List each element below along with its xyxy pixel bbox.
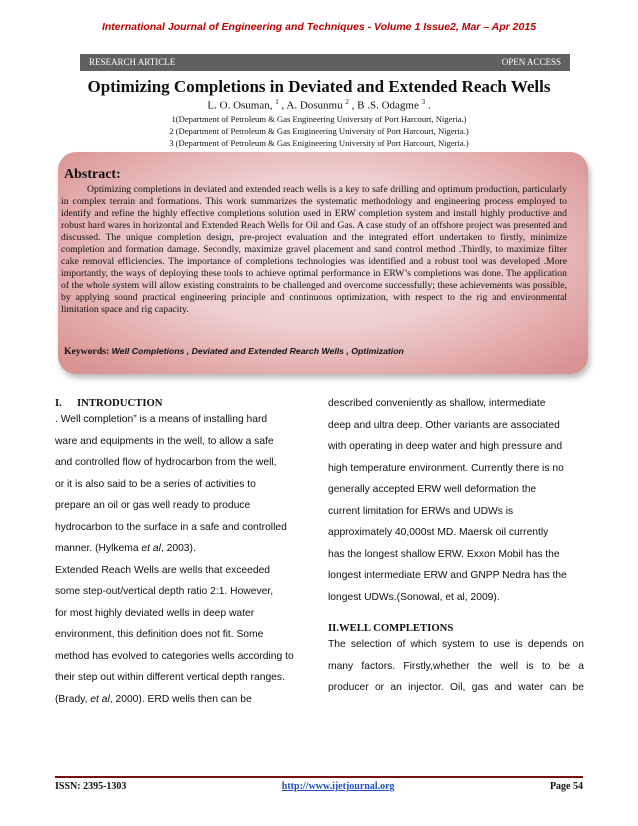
affiliation-1: 1(Department of Petroleum & Gas Engineering University of Port Harcourt, Nigeria.) — [171, 114, 467, 124]
intro-line: method has evolved to categories wells according to — [55, 650, 294, 662]
keywords-label: Keywords: — [64, 346, 110, 357]
section2-line: producer or an injector. Oil, gas and water can be — [328, 682, 584, 693]
footer-page-number: Page 54 — [549, 781, 583, 792]
section2-heading: II.WELL COMPLETIONS — [328, 622, 454, 634]
right-line: approximately 40,000st MD. Maersk oil currently — [328, 527, 549, 538]
left-column — [55, 413, 311, 714]
banner-research-article: RESEARCH ARTICLE — [89, 57, 176, 67]
intro-citation-2 — [55, 693, 311, 715]
section2-line: The selection of which system to use is depends on — [328, 639, 584, 650]
intro-line: ware and equipments in the well, to allow a safe — [55, 435, 274, 447]
intro-line: . Well completion” is a means of installing hard — [55, 414, 268, 425]
author-3: , B .S. Odagme — [351, 99, 419, 112]
paper-title: Optimizing Completions in Deviated and Extended Reach Wells — [87, 77, 551, 96]
author-3-sup: 3 — [421, 98, 426, 106]
intro-line: their step out within different vertical depth ranges. — [55, 672, 285, 683]
footer-rule — [55, 776, 583, 778]
abstract-box — [58, 152, 588, 374]
author-1: L. O. Osuman, — [207, 99, 273, 112]
right-line: has the longest shallow ERW. Exxon Mobil has the — [328, 548, 560, 560]
intro-line: or it is also said to be a series of activities to — [55, 478, 256, 490]
affiliation-3: 3 (Department of Petroleum & Gas Enigineering University of Port Harcourt, Nigeria.) — [169, 138, 469, 148]
intro-citation-1 — [55, 542, 311, 564]
cite1-pre: manner. (Hylkema — [55, 543, 142, 554]
keywords — [64, 346, 404, 357]
right-line: current limitation for ERWs and UDWs is — [328, 505, 514, 517]
footer-journal-link[interactable]: http://www.ijetjournal.org — [281, 781, 395, 792]
abstract-body: Optimizing completions in deviated and extended reach wells is a key to safe drilling and optimum production, particularly in complex terrain and formations. This work summarizes the systematic methodology and engineering process employed to identify and refine the highly effective completions solution used in ERW completion system and install highly productive and robust hard wares in horizontal and Extended Reach Wells for Oil and Gas. A case study of an offshore project was presented and discussed. The unique completion design, pre-project evaluation and the integrated effort undertaken to firstly, minimize completion and formation damage. Secondly, maximize gravel placement and sand control method .Thirdly, to maximize filter cake removal efficiencies. The importance of completions technologies was identified and a robust tool was developed .More importantly, the ways of deploying these tools to achieve optimal performance in ERW’s completions was done. The application of the whole system will allow existing constraints to be challenged and overcome successfully; these achievements was possible, by applying sound practical engineering principle and continuous optimization, with respect to the rig and environmental limitation space and rig capacity. — [61, 184, 567, 316]
journal-header: International Journal of Engineering and Techniques - Volume 1 Issue2, Mar – Apr 2015 — [101, 21, 537, 33]
section2-body — [328, 638, 584, 703]
keywords-text: Well Completions , Deviated and Extended Rearch Wells , Optimization — [111, 346, 404, 356]
right-line: deep and ultra deep. Other variants are associated — [328, 419, 560, 431]
footer-issn: ISSN: 2395-1303 — [55, 781, 127, 792]
author-1-sup: 1 — [275, 98, 279, 106]
intro-line: hydrocarbon to the surface in a safe and controlled — [55, 521, 287, 533]
right-line: with operating in deep water and high pressure and — [328, 441, 563, 452]
right-line: high temperature environment. Currently there is no — [328, 462, 564, 474]
intro-number: I. — [55, 397, 62, 409]
section2-line: many factors. Firstly,whether the well is to be a — [328, 660, 584, 672]
cite1-em: et al — [141, 543, 161, 554]
footer — [55, 781, 583, 792]
abstract-heading: Abstract: — [64, 167, 121, 182]
intro-title: INTRODUCTION — [77, 397, 163, 409]
right-line: described conveniently as shallow, intermediate — [328, 398, 546, 409]
intro-line: some step-out/vertical depth ratio 2:1. However, — [55, 586, 274, 597]
intro-line: prepare an oil or gas well ready to produce — [55, 500, 251, 511]
author-2-sup: 2 — [345, 98, 349, 106]
author-2: , A. Dosunmu — [281, 99, 343, 112]
cite2-post: , 2000). ERD wells then can be — [109, 693, 252, 705]
right-line: generally accepted ERW well deformation the — [328, 484, 537, 495]
banner-open-access: OPEN ACCESS — [501, 57, 561, 67]
right-line: longest UDWs.(Sonowal, et al, 2009). — [328, 591, 500, 603]
cite1-post: , 2003). — [160, 543, 196, 554]
right-column — [328, 397, 584, 612]
intro-line: Extended Reach Wells are wells that exceeded — [55, 564, 271, 576]
authors — [0, 98, 638, 112]
intro-line: environment, this definition does not fit. Some — [55, 629, 264, 640]
intro-line: for most highly deviated wells in deep water — [55, 607, 255, 619]
cite2-em: et al — [90, 693, 110, 705]
affiliation-2: 2 (Department of Petroleum & Gas Enigineering University of Port Harcourt, Nigeria.) — [169, 126, 469, 136]
cite2-pre: (Brady, — [55, 693, 91, 705]
right-line: longest intermediate ERW and GNPP Nedra has the — [328, 570, 567, 581]
article-banner — [80, 54, 570, 71]
intro-line: and controlled flow of hydrocarbon from the well, — [55, 457, 277, 468]
intro-heading — [55, 397, 163, 409]
authors-end: . — [427, 99, 431, 112]
